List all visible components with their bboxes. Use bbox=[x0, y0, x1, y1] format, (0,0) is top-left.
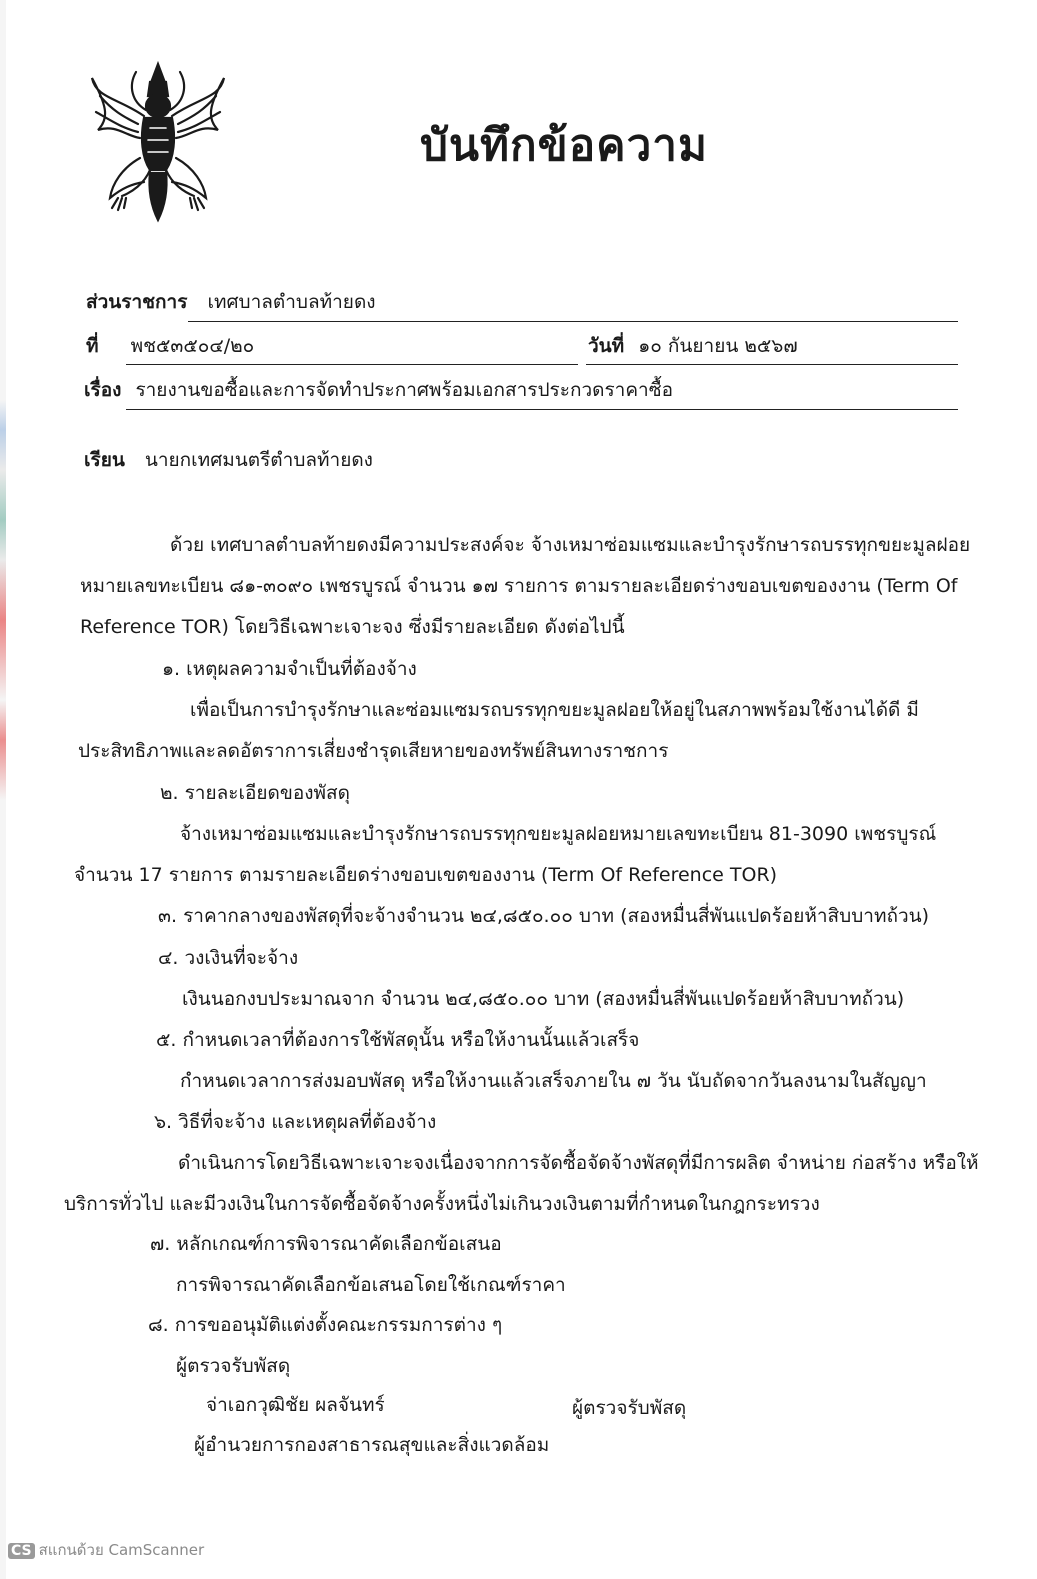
section-1-line-2: ประสิทธิภาพและลดอัตราการเสี่ยงชำรุดเสียหายของทรัพย์สินทางราชการ bbox=[78, 740, 669, 762]
section-7-heading: ๗. หลักเกณฑ์การพิจารณาคัดเลือกข้อเสนอ bbox=[150, 1233, 502, 1255]
to-value: นายกเทศมนตรีตำบลท้ายดง bbox=[144, 449, 373, 471]
ref-value: พช๕๓๕๐๔/๒๐ bbox=[130, 335, 255, 357]
to-label: เรียน bbox=[84, 449, 125, 471]
section-5-line-1: กำหนดเวลาการส่งมอบพัสดุ หรือให้งานแล้วเสร็จภายใน ๗ วัน นับถัดจากวันลงนามในสัญญา bbox=[180, 1070, 927, 1092]
date-underline bbox=[586, 364, 958, 365]
section-2-line-2: จำนวน 17 รายการ ตามรายละเอียดร่างขอบเขตของงาน (Term Of Reference TOR) bbox=[74, 864, 778, 886]
subject-value: รายงานขอซื้อและการจัดทำประกาศพร้อมเอกสารประกวดราคาซื้อ bbox=[135, 379, 674, 401]
inspector-name: จ่าเอกวุฒิชัย ผลจันทร์ bbox=[206, 1394, 385, 1416]
section-8-heading: ๘. การขออนุมัติแต่งตั้งคณะกรรมการต่าง ๆ bbox=[148, 1314, 503, 1336]
inspector-position: ผู้อำนวยการกองสาธารณสุขและสิ่งแวดล้อม bbox=[194, 1434, 550, 1456]
section-2-line-1: จ้างเหมาซ่อมแซมและบำรุงรักษารถบรรทุกขยะมูลฝอยหมายเลขทะเบียน 81-3090 เพชรบูรณ์ bbox=[180, 823, 937, 845]
to-row bbox=[84, 445, 373, 475]
agency-label: ส่วนราชการ bbox=[86, 291, 188, 313]
ref-underline bbox=[126, 364, 578, 365]
section-4-heading: ๔. วงเงินที่จะจ้าง bbox=[158, 947, 299, 969]
ref-label: ที่ bbox=[86, 335, 99, 357]
subject-label: เรื่อง bbox=[84, 379, 122, 401]
section-1-line-1: เพื่อเป็นการบำรุงรักษาและซ่อมแซมรถบรรทุกขยะมูลฝอยให้อยู่ในสภาพพร้อมใช้งานได้ดี มี bbox=[190, 699, 919, 721]
section-1-heading: ๑. เหตุผลความจำเป็นที่ต้องจ้าง bbox=[162, 658, 417, 680]
section-8-subheading: ผู้ตรวจรับพัสดุ bbox=[176, 1355, 291, 1377]
agency-underline bbox=[188, 321, 958, 322]
date-value: ๑๐ กันยายน ๒๕๖๗ bbox=[638, 335, 798, 357]
date-row bbox=[588, 331, 798, 361]
agency-row bbox=[86, 287, 376, 317]
date-label: วันที่ bbox=[588, 335, 625, 357]
agency-value: เทศบาลตำบลท้ายดง bbox=[207, 291, 376, 313]
document-title: บันทึกข้อความ bbox=[420, 120, 709, 171]
section-6-line-1: ดำเนินการโดยวิธีเฉพาะเจาะจงเนื่องจากการจัดซื้อจัดจ้างพัสดุที่มีการผลิต จำหน่าย ก่อสร้าง หรือให้ bbox=[178, 1152, 979, 1174]
section-7-line-1: การพิจารณาคัดเลือกข้อเสนอโดยใช้เกณฑ์ราคา bbox=[176, 1274, 566, 1296]
inspector-role: ผู้ตรวจรับพัสดุ bbox=[572, 1397, 687, 1419]
intro-line-2: หมายเลขทะเบียน ๘๑-๓๐๙๐ เพชรบูรณ์ จำนวน ๑๗ รายการ ตามรายละเอียดร่างขอบเขตของงาน (Term Of bbox=[80, 575, 958, 597]
garuda-emblem-icon bbox=[88, 58, 228, 226]
scan-edge-strip bbox=[0, 0, 6, 1579]
intro-line-3: Reference TOR) โดยวิธีเฉพาะเจาะจง ซึ่งมีรายละเอียด ดังต่อไปนี้ bbox=[80, 616, 625, 638]
subject-underline bbox=[126, 409, 958, 410]
intro-line-1: ด้วย เทศบาลตำบลท้ายดงมีความประสงค์จะ จ้างเหมาซ่อมแซมและบำรุงรักษารถบรรทุกขยะมูลฝอย bbox=[170, 534, 971, 556]
subject-row bbox=[84, 375, 673, 405]
section-6-heading: ๖. วิธีที่จะจ้าง และเหตุผลที่ต้องจ้าง bbox=[154, 1111, 437, 1133]
scanner-watermark bbox=[8, 1538, 204, 1562]
section-3-heading: ๓. ราคากลางของพัสดุที่จะจ้างจำนวน ๒๔,๘๕๐.๐๐ บาท (สองหมื่นสี่พันแปดร้อยห้าสิบบาทถ้วน) bbox=[158, 905, 930, 927]
section-5-heading: ๕. กำหนดเวลาที่ต้องการใช้พัสดุนั้น หรือให้งานนั้นแล้วเสร็จ bbox=[156, 1029, 640, 1051]
camscanner-logo-icon: CS bbox=[8, 1543, 35, 1559]
scanner-text: สแกนด้วย CamScanner bbox=[38, 1541, 205, 1559]
ref-row bbox=[86, 331, 254, 361]
section-4-line-1: เงินนอกงบประมาณจาก จำนวน ๒๔,๘๕๐.๐๐ บาท (สองหมื่นสี่พันแปดร้อยห้าสิบบาทถ้วน) bbox=[182, 988, 905, 1010]
section-6-line-2: บริการทั่วไป และมีวงเงินในการจัดซื้อจัดจ้างครั้งหนึ่งไม่เกินวงเงินตามที่กำหนดในกฎกระทรวง bbox=[64, 1193, 820, 1215]
section-2-heading: ๒. รายละเอียดของพัสดุ bbox=[160, 782, 350, 804]
